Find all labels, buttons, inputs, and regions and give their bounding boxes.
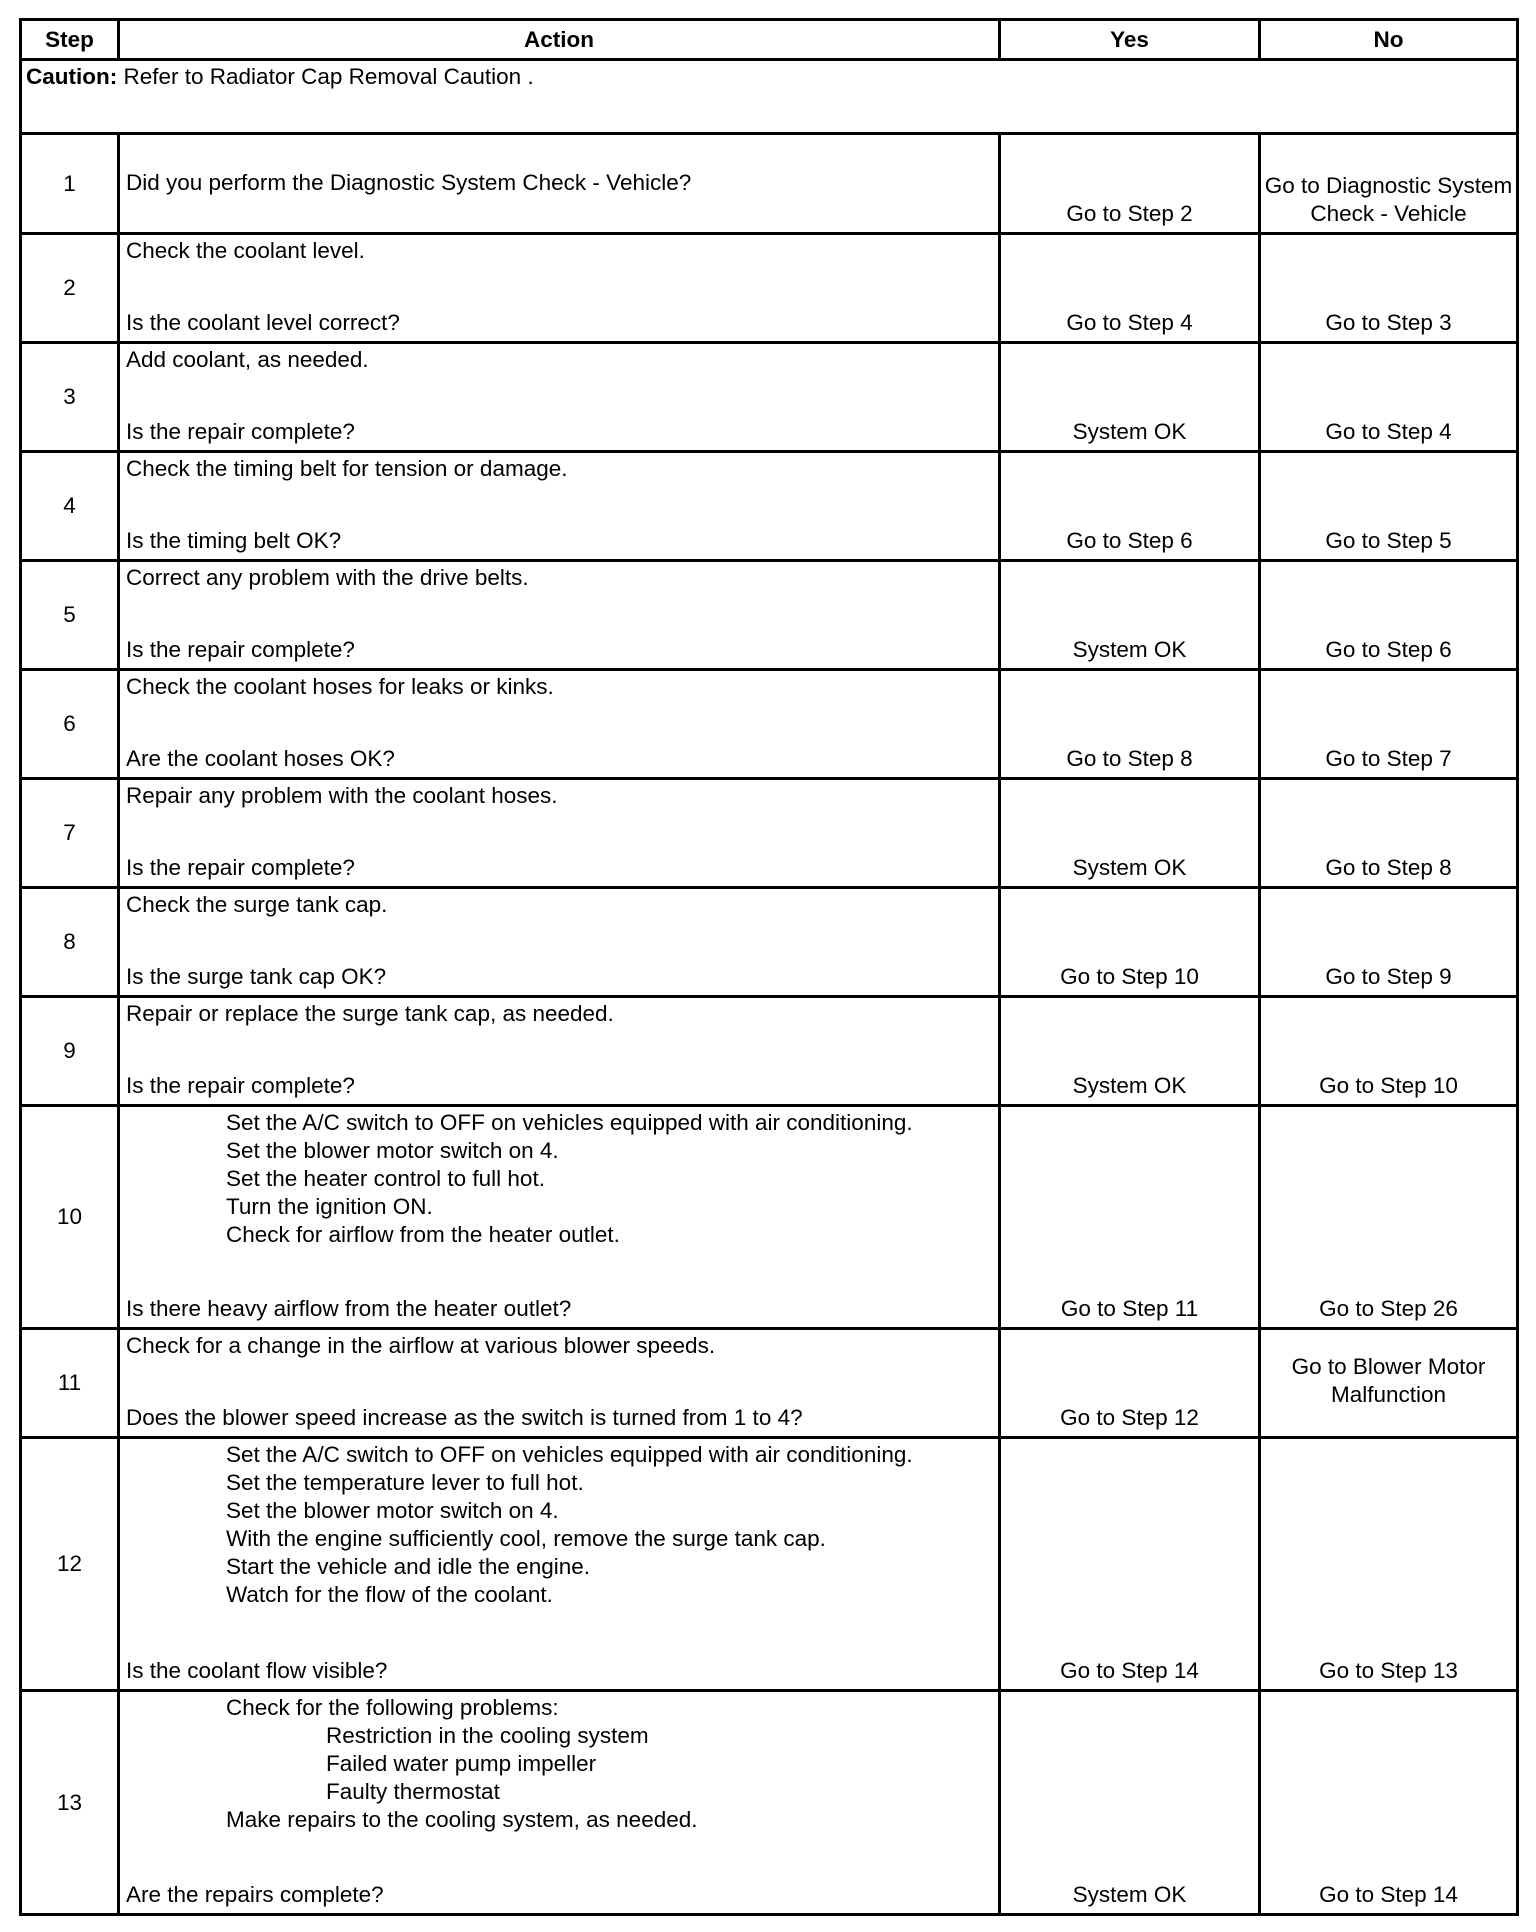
action-question: Is the coolant flow visible?	[126, 1658, 388, 1683]
step-number: 1	[21, 134, 119, 234]
action-question: Is the repair complete?	[126, 1073, 355, 1098]
action-cell	[119, 1329, 1000, 1438]
action-text: Add coolant, as needed.	[126, 347, 369, 372]
yes-cell: System OK	[1000, 1691, 1260, 1915]
table-row	[21, 1106, 1518, 1329]
action-text: Check the coolant hoses for leaks or kinks.	[126, 674, 554, 699]
table-row	[21, 1329, 1518, 1438]
action-list	[126, 1441, 992, 1609]
header-row	[21, 20, 1518, 60]
step-number: 10	[21, 1106, 119, 1329]
action-question: Is the timing belt OK?	[126, 528, 342, 553]
table-row	[21, 234, 1518, 343]
no-cell: Go to Step 26	[1260, 1106, 1518, 1329]
caution-cell	[21, 60, 1518, 134]
action-cell	[119, 1691, 1000, 1915]
list-item: Set the blower motor switch on 4.	[226, 1498, 559, 1523]
action-cell	[119, 997, 1000, 1106]
step-number: 7	[21, 779, 119, 888]
action-cell	[119, 234, 1000, 343]
step-number: 6	[21, 670, 119, 779]
action-list	[126, 1694, 992, 1834]
table-row	[21, 1438, 1518, 1691]
sub-list-item: Restriction in the cooling system	[326, 1723, 649, 1748]
diagnostic-table	[19, 18, 1519, 1916]
yes-cell: Go to Step 6	[1000, 452, 1260, 561]
caution-row	[21, 60, 1518, 134]
table-row	[21, 779, 1518, 888]
action-question: Does the blower speed increase as the switch is turned from 1 to 4?	[126, 1405, 803, 1430]
step-number: 9	[21, 997, 119, 1106]
step-number: 5	[21, 561, 119, 670]
yes-cell: Go to Step 11	[1000, 1106, 1260, 1329]
action-cell	[119, 1438, 1000, 1691]
sub-list-item: Faulty thermostat	[326, 1779, 500, 1804]
yes-cell: Go to Step 8	[1000, 670, 1260, 779]
action-cell	[119, 343, 1000, 452]
action-question: Did you perform the Diagnostic System Check - Vehicle?	[126, 169, 692, 195]
action-text: Repair or replace the surge tank cap, as needed.	[126, 1001, 614, 1026]
table-row	[21, 343, 1518, 452]
step-number: 12	[21, 1438, 119, 1691]
list-item: Set the A/C switch to OFF on vehicles equipped with air conditioning.	[226, 1442, 913, 1467]
yes-cell: System OK	[1000, 997, 1260, 1106]
table-row	[21, 997, 1518, 1106]
no-cell: Go to Step 14	[1260, 1691, 1518, 1915]
action-text: Check the surge tank cap.	[126, 892, 388, 917]
action-cell	[119, 779, 1000, 888]
no-cell: Go to Step 7	[1260, 670, 1518, 779]
action-cell	[119, 134, 1000, 234]
action-text: Correct any problem with the drive belts.	[126, 565, 529, 590]
action-question: Is the surge tank cap OK?	[126, 964, 387, 989]
header-yes: Yes	[1000, 20, 1260, 60]
list-item: Make repairs to the cooling system, as needed.	[226, 1807, 698, 1832]
no-cell: Go to Diagnostic System Check - Vehicle	[1260, 134, 1518, 234]
no-cell: Go to Blower Motor Malfunction	[1260, 1329, 1518, 1438]
step-number: 3	[21, 343, 119, 452]
step-number: 13	[21, 1691, 119, 1915]
list-item: Set the temperature lever to full hot.	[226, 1470, 584, 1495]
action-question: Is the repair complete?	[126, 419, 355, 444]
action-question: Is the coolant level correct?	[126, 310, 400, 335]
table-row	[21, 134, 1518, 234]
table-row	[21, 670, 1518, 779]
action-question: Is the repair complete?	[126, 855, 355, 880]
yes-cell: System OK	[1000, 343, 1260, 452]
list-item: Check for the following problems:	[226, 1695, 559, 1720]
action-text: Check the coolant level.	[126, 238, 365, 263]
action-question: Are the repairs complete?	[126, 1882, 384, 1907]
no-cell: Go to Step 3	[1260, 234, 1518, 343]
action-question: Is there heavy airflow from the heater outlet?	[126, 1296, 572, 1321]
yes-cell: System OK	[1000, 779, 1260, 888]
list-item: Turn the ignition ON.	[226, 1194, 433, 1219]
action-text: Repair any problem with the coolant hoses.	[126, 783, 558, 808]
list-item: With the engine sufficiently cool, remove the surge tank cap.	[226, 1526, 826, 1551]
list-item: Set the blower motor switch on 4.	[226, 1138, 559, 1163]
no-cell: Go to Step 13	[1260, 1438, 1518, 1691]
no-cell: Go to Step 6	[1260, 561, 1518, 670]
list-item: Set the heater control to full hot.	[226, 1166, 545, 1191]
table-row	[21, 888, 1518, 997]
step-number: 2	[21, 234, 119, 343]
table-row	[21, 452, 1518, 561]
action-text: Check for a change in the airflow at various blower speeds.	[126, 1333, 716, 1358]
caution-label: Caution:	[26, 64, 118, 89]
action-cell	[119, 1106, 1000, 1329]
yes-cell: Go to Step 14	[1000, 1438, 1260, 1691]
table-row	[21, 561, 1518, 670]
step-number: 8	[21, 888, 119, 997]
no-cell: Go to Step 8	[1260, 779, 1518, 888]
yes-cell: Go to Step 2	[1000, 134, 1260, 234]
yes-cell: Go to Step 12	[1000, 1329, 1260, 1438]
list-item: Start the vehicle and idle the engine.	[226, 1554, 590, 1579]
step-number: 11	[21, 1329, 119, 1438]
caution-text: Refer to Radiator Cap Removal Caution .	[123, 64, 534, 89]
table-row	[21, 1691, 1518, 1915]
action-cell	[119, 452, 1000, 561]
header-no: No	[1260, 20, 1518, 60]
header-action: Action	[119, 20, 1000, 60]
action-question: Is the repair complete?	[126, 637, 355, 662]
action-list	[126, 1109, 992, 1249]
list-item: Set the A/C switch to OFF on vehicles equipped with air conditioning.	[226, 1110, 913, 1135]
action-text: Check the timing belt for tension or damage.	[126, 456, 568, 481]
list-item: Watch for the flow of the coolant.	[226, 1582, 553, 1607]
action-cell	[119, 888, 1000, 997]
action-question: Are the coolant hoses OK?	[126, 746, 395, 771]
header-step: Step	[21, 20, 119, 60]
no-cell: Go to Step 4	[1260, 343, 1518, 452]
no-cell: Go to Step 9	[1260, 888, 1518, 997]
yes-cell: System OK	[1000, 561, 1260, 670]
no-cell: Go to Step 5	[1260, 452, 1518, 561]
sub-list-item: Failed water pump impeller	[326, 1751, 597, 1776]
no-cell: Go to Step 10	[1260, 997, 1518, 1106]
action-cell	[119, 670, 1000, 779]
yes-cell: Go to Step 4	[1000, 234, 1260, 343]
step-number: 4	[21, 452, 119, 561]
action-cell	[119, 561, 1000, 670]
yes-cell: Go to Step 10	[1000, 888, 1260, 997]
list-item: Check for airflow from the heater outlet.	[226, 1222, 620, 1247]
